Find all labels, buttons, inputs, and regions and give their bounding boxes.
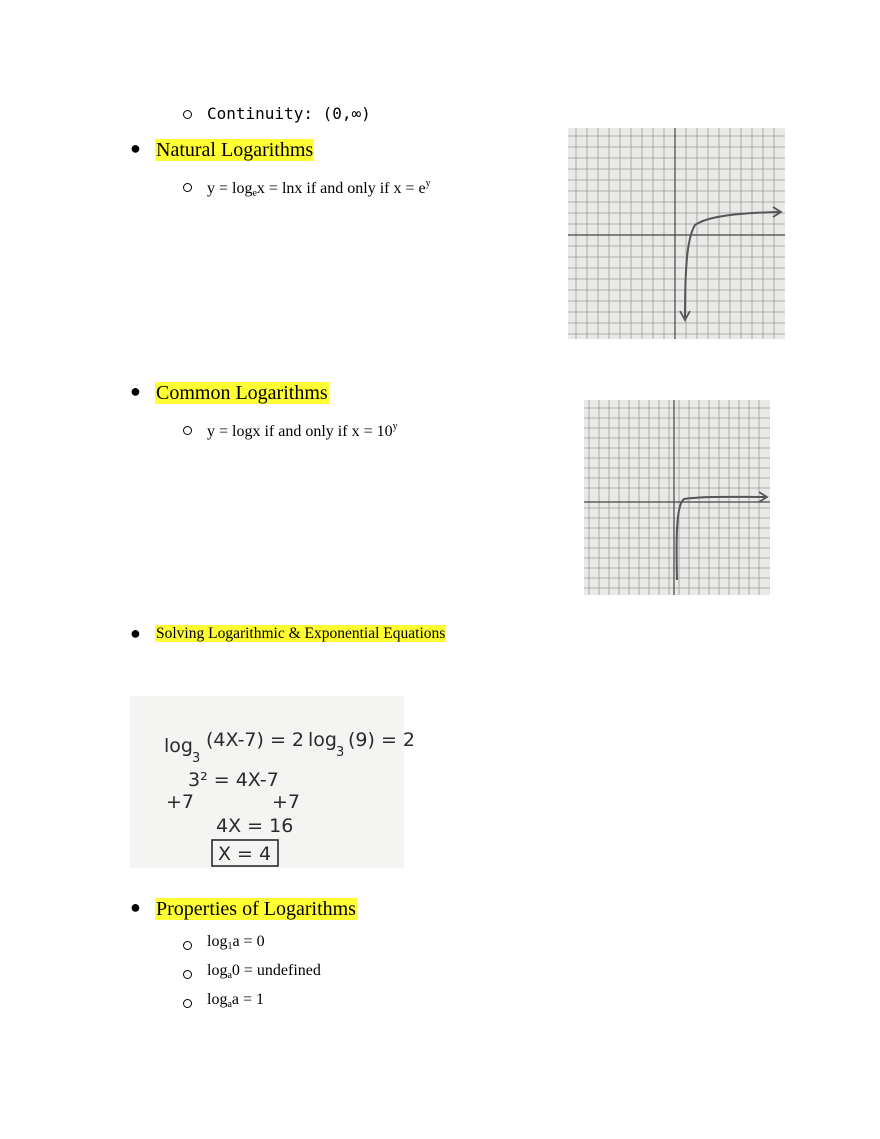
work-line1-log: log bbox=[164, 735, 193, 757]
property-item: $\log_a0$ = undefined bbox=[207, 962, 321, 981]
hollow-circle-bullet-icon bbox=[183, 937, 192, 955]
continuity-text: Continuity: (0,∞) bbox=[207, 104, 371, 123]
handwritten-work bbox=[130, 696, 416, 868]
work-line1-expr: (4X-7) = 2 bbox=[206, 729, 305, 751]
work-line1b-base: 3 bbox=[336, 745, 345, 760]
work-line1b-expr: (9) = 2 bbox=[348, 729, 416, 751]
work-line1-base: 3 bbox=[192, 751, 201, 766]
hollow-circle-bullet-icon bbox=[183, 995, 192, 1013]
work-line3-left: +7 bbox=[166, 791, 195, 813]
hollow-circle-bullet-icon bbox=[183, 422, 192, 440]
continuity-item bbox=[183, 106, 192, 124]
filled-circle-bullet-icon: ● bbox=[130, 381, 141, 401]
properties-heading: Properties of Logarithms bbox=[156, 898, 356, 920]
natural-log-heading: Natural Logarithms bbox=[156, 139, 314, 161]
natural-log-graph-photo bbox=[568, 128, 785, 339]
work-line2: 3² = 4X-7 bbox=[188, 769, 279, 791]
common-log-heading: Common Logarithms bbox=[156, 382, 328, 404]
hollow-circle-bullet-icon bbox=[183, 966, 192, 984]
work-line4: 4X = 16 bbox=[216, 815, 294, 837]
property-item: $\log_aa = 1$ bbox=[207, 991, 265, 1010]
property-item: $\log_1a = 0$ bbox=[207, 933, 265, 952]
hollow-circle-bullet-icon bbox=[183, 179, 192, 197]
common-log-definition: y = logx if and only if $x = 10^y$ bbox=[207, 421, 398, 440]
work-line3-right: +7 bbox=[272, 791, 301, 813]
filled-circle-bullet-icon: ● bbox=[130, 138, 141, 158]
solving-heading: Solving Logarithmic & Exponential Equations bbox=[156, 625, 446, 642]
work-answer: X = 4 bbox=[218, 843, 272, 865]
hollow-circle-bullet-icon bbox=[183, 110, 192, 119]
common-log-graph bbox=[584, 400, 770, 595]
natural-log-definition: $y = \log_ex = \ln x$ if and only if $x = e^y$ bbox=[207, 178, 431, 199]
handwritten-work-photo bbox=[130, 696, 416, 868]
filled-circle-bullet-icon: ● bbox=[130, 623, 141, 643]
natural-log-graph bbox=[568, 128, 785, 339]
filled-circle-bullet-icon: ● bbox=[130, 897, 141, 917]
common-log-graph-photo bbox=[584, 400, 770, 595]
work-line1b-log: log bbox=[308, 729, 337, 751]
